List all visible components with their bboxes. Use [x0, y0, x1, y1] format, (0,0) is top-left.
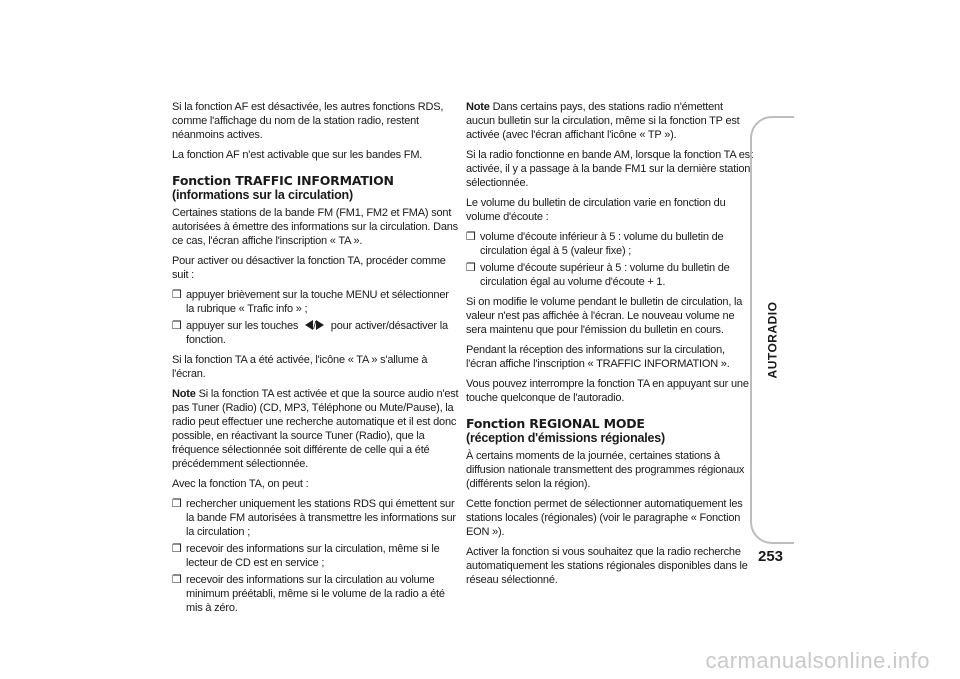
- note-label: Note: [466, 101, 490, 113]
- paragraph: Avec la fonction TA, on peut :: [172, 478, 309, 490]
- paragraph: Pour activer ou désactiver la fonction TA, procéder comme suit :: [172, 255, 446, 281]
- paragraph: La fonction AF n'est activable que sur les bandes FM.: [172, 149, 423, 161]
- paragraph: Si la radio fonctionne en bande AM, lorsque la fonction TA est activée, il y a passage à la bande FM1 sur la dernière station sélectionnée.: [466, 149, 753, 189]
- heading-subtitle: (informations sur la circulation): [172, 188, 353, 202]
- bullet-list: [172, 497, 459, 615]
- checkbox-bullet-icon: ❒: [466, 231, 476, 243]
- paragraph: Pendant la réception des informations sur la circulation, l'écran affiche l'inscription « TRAFFIC INFORMATION ».: [466, 344, 730, 370]
- section-heading-traffic: [172, 174, 459, 202]
- bullet-list: [466, 230, 753, 289]
- checkbox-bullet-icon: ❒: [172, 498, 182, 510]
- slash-separator: /: [313, 320, 316, 332]
- list-item: [466, 261, 753, 289]
- list-item: [466, 230, 753, 258]
- checkbox-bullet-icon: ❒: [172, 289, 182, 301]
- section-heading-regional: [466, 417, 753, 445]
- note-text: Si la fonction TA est activée et que la source audio n'est pas Tuner (Radio) (CD, MP3, Téléphone ou Mute/Pause), la radio peut effectuer une recherche automatique et il est donc possible, en réactivant la source Tuner (Radio), que la fréquence sélectionnée soit différente de celle qui a été précédemment sélectionnée.: [172, 388, 459, 470]
- paragraph: Activer la fonction si vous souhaitez que la radio recherche automatiquement les stations régionales disponibles dans le réseau sélectionné.: [466, 546, 748, 586]
- paragraph: À certains moments de la journée, certaines stations à diffusion nationale transmettent des programmes régionaux (différents selon la région).: [466, 450, 745, 490]
- paragraph: Si la fonction TA a été activée, l'icône « TA » s'allume à l'écran.: [172, 354, 428, 380]
- note-text: Dans certains pays, des stations radio n'émettent aucun bulletin sur la circulation, même si la fonction TP est activée (avec l'écran affichant l'icône « TP »).: [466, 101, 740, 141]
- paragraph: Si on modifie le volume pendant le bulletin de circulation, la valeur n'est pas affichée à l'écran. Le nouveau volume ne sera maintenu que pour l'émission du bulletin en cours.: [466, 296, 743, 336]
- paragraph: Certaines stations de la bande FM (FM1, FM2 et FMA) sont autorisées à émettre des informations sur la circulation. Dans ce cas, l'écran affiche l'inscription « TA ».: [172, 207, 458, 247]
- heading-subtitle: (réception d'émissions régionales): [466, 431, 666, 445]
- list-item-text: appuyer sur les touches: [186, 320, 299, 332]
- heading-title: Fonction REGIONAL MODE: [466, 416, 645, 431]
- list-item-text: volume d'écoute inférieur à 5 : volume du bulletin de circulation égal à 5 (valeur fixe) ;: [480, 231, 724, 257]
- list-item-text: volume d'écoute supérieur à 5 : volume du bulletin de circulation égal au volume d'écoute + 1.: [480, 262, 730, 288]
- paragraph: Le volume du bulletin de circulation varie en fonction du volume d'écoute :: [466, 197, 726, 223]
- list-item: [172, 288, 459, 316]
- checkbox-bullet-icon: ❒: [172, 543, 182, 555]
- right-column: [466, 100, 753, 593]
- left-column: [172, 100, 459, 621]
- note: [172, 387, 459, 471]
- checkbox-bullet-icon: ❒: [172, 574, 182, 586]
- note: [466, 100, 753, 142]
- paragraph: Vous pouvez interrompre la fonction TA en appuyant sur une touche quelconque de l'autoradio.: [466, 378, 749, 404]
- checkbox-bullet-icon: ❒: [172, 320, 182, 332]
- list-item-text: appuyer brièvement sur la touche MENU et sélectionner la rubrique « Trafic info » ;: [186, 289, 449, 315]
- list-item-text: recevoir des informations sur la circulation, même si le lecteur de CD est en service ;: [186, 543, 440, 569]
- paragraph: Cette fonction permet de sélectionner automatiquement les stations locales (régionales) (voir le paragraphe « Fonction EON »).: [466, 498, 743, 538]
- chapter-tab-label: AUTORADIO: [765, 301, 780, 379]
- list-item: [172, 319, 459, 347]
- list-item-text: pour activer/désactiver la fonction.: [186, 320, 448, 346]
- triangle-right-icon: [316, 320, 324, 330]
- bullet-list: [172, 288, 459, 347]
- list-item-text: rechercher uniquement les stations RDS qui émettent sur la bande FM autorisées à transmettre les informations sur la circulation ;: [186, 498, 456, 538]
- note-label: Note: [172, 388, 196, 400]
- list-item-text: recevoir des informations sur la circulation au volume minimum préétabli, même si le volume de la radio a été mis à zéro.: [186, 574, 445, 614]
- list-item: [172, 573, 459, 615]
- triangle-left-icon: [305, 320, 313, 330]
- page-number: 253: [758, 548, 784, 565]
- list-item: [172, 497, 459, 539]
- chapter-tab: [752, 300, 792, 380]
- list-item: [172, 542, 459, 570]
- checkbox-bullet-icon: ❒: [466, 262, 476, 274]
- heading-title: Fonction TRAFFIC INFORMATION: [172, 173, 394, 188]
- paragraph: Si la fonction AF est désactivée, les autres fonctions RDS, comme l'affichage du nom de la station radio, restent néanmoins actives.: [172, 101, 444, 141]
- watermark: carmanualsonline.info: [705, 648, 930, 673]
